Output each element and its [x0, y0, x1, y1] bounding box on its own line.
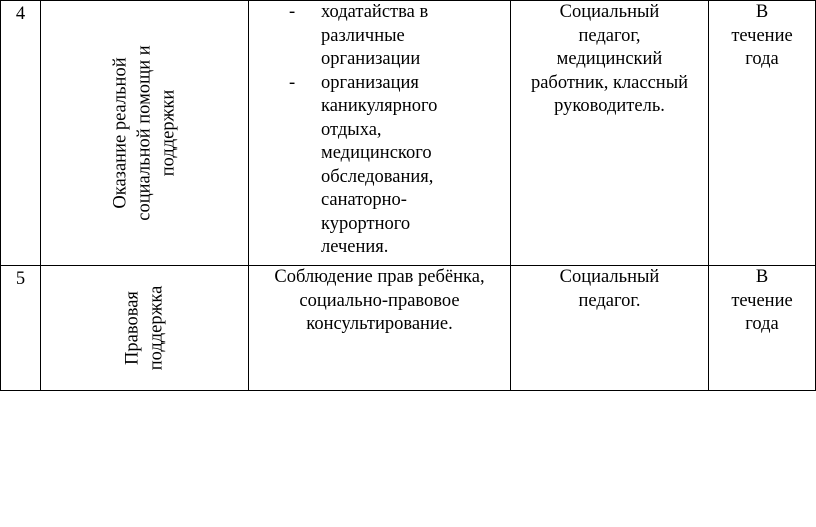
actions-list [249, 1, 510, 260]
direction-label: Правовая поддержка [122, 285, 167, 371]
list-item: - ходатайства в различные организации [289, 2, 429, 69]
row-number: 5 [1, 266, 41, 391]
direction-label: Оказание реальной социальной помощи и поддержки [110, 45, 179, 221]
table-row [1, 266, 816, 391]
direction-cell [41, 266, 249, 391]
actions-cell [249, 1, 511, 266]
content-cell: Соблюдение прав ребёнка, социально-правовое консультирование. [249, 266, 511, 391]
responsible-cell: Социальный педагог, медицинский работник, классный руководитель. [511, 1, 709, 266]
timing-cell: В течение года [709, 1, 816, 266]
row-number: 4 [1, 1, 41, 266]
table-row [1, 1, 816, 266]
direction-cell [41, 1, 249, 266]
responsible-cell: Социальный педагог. [511, 266, 709, 391]
list-item: - организация каникулярного отдыха, медицинского обследования, санаторно- курортного лечения. [289, 72, 438, 257]
timing-cell: В течение года [709, 266, 816, 391]
